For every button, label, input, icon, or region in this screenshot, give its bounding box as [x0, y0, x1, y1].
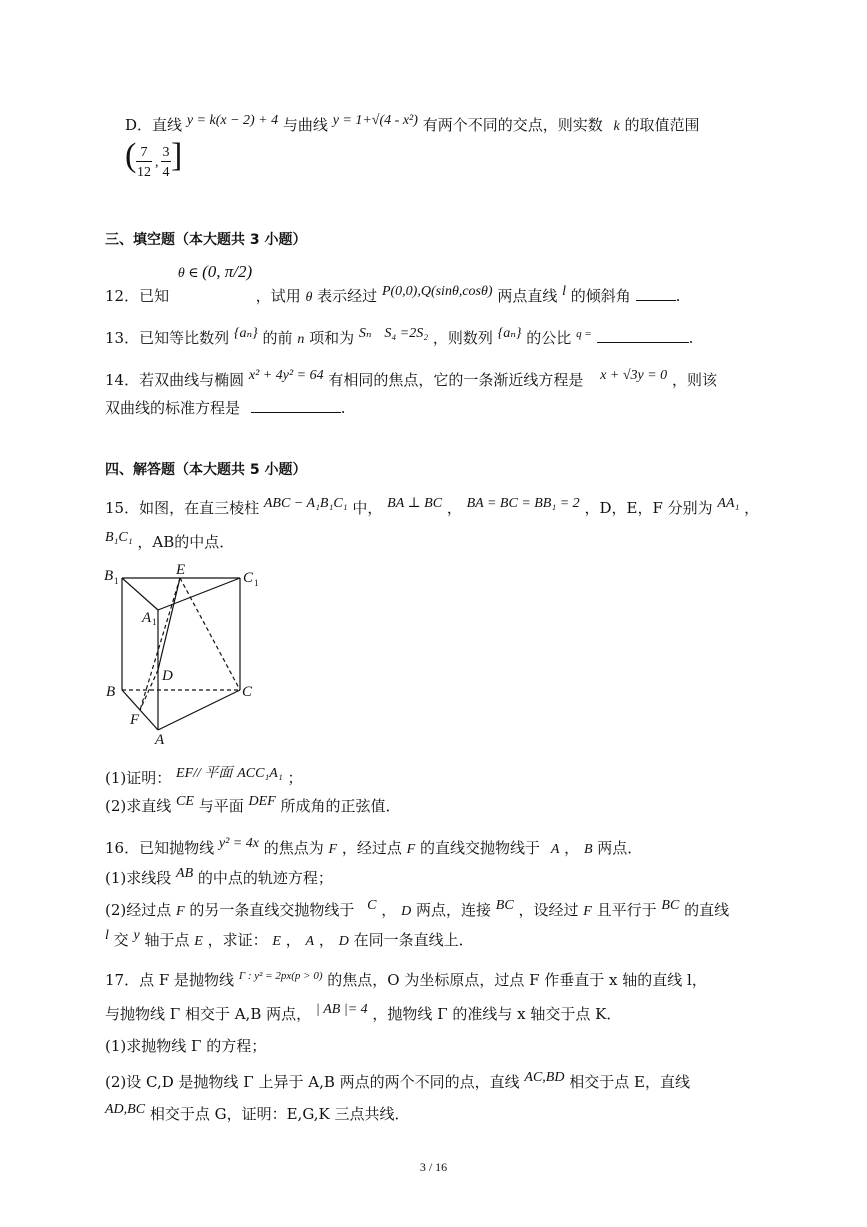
label-c1: C — [243, 570, 254, 586]
section-3-heading: 三、填空题（本大题共 3 小题） — [105, 232, 307, 248]
answer-blank[interactable] — [597, 328, 689, 343]
question-17-part2-line2: AD,BC 相交于点 G，证明：E,G,K 三点共线． — [105, 1102, 410, 1123]
answer-blank[interactable] — [636, 286, 676, 301]
svg-text:1: 1 — [254, 578, 259, 588]
label-c: C — [242, 684, 253, 700]
option-d-line1: D．直线 y = k(x − 2) + 4 与曲线 y = 1+√(4 - x²) 有两个不同的交点，则实数 k 的取值范围 — [125, 113, 700, 134]
label-b1: B — [104, 568, 114, 584]
question-16-part2-line1: (2)经过点 F 的另一条直线交抛物线于 C ， D 两点，连接 BC ，设经过 F 且平行于 BC 的直线 — [105, 898, 730, 919]
label-f: F — [130, 712, 140, 728]
edge-a1c1 — [158, 578, 240, 610]
curve-equation: y = 1+√(4 - x²) — [332, 113, 418, 128]
question-13: 13．已知等比数列 {aₙ} 的前 n 项和为 Sₙ S₄ =2S₂ ，则数列 {aₙ} 的公比 $^{q =}$ . — [105, 326, 694, 347]
question-17-part1: (1)求抛物线 Γ 的方程； — [105, 1037, 267, 1055]
question-17-part2-line1: (2)设 C,D 是抛物线 Γ 上异于 A,B 两点的两个不同的点，直线 AC,BD 相交于点 E，直线 — [105, 1070, 690, 1091]
question-17-line1: 17．点 F 是抛物线 $^{\Gamma : y^2 = 2px(p > 0)}$ 的焦点，O 为坐标原点，过点 F 作垂直于 x 轴的直线 l， — [105, 970, 707, 989]
section-4-heading: 四、解答题（本大题共 5 小题） — [105, 462, 307, 478]
segment-ed — [158, 578, 180, 670]
label-e: E — [176, 562, 186, 578]
document-page: D．直线 y = k(x − 2) + 4 与曲线 y = 1+√(4 - x²) 有两个不同的交点，则实数 k 的取值范围 ( 7 12 , 3 4 ] 三、填空题（本大题共 3 小题） 12．已知 θ ∈ (0, π/2) ，试用 θ 表示经过 P(0,0),Q(sinθ,cosθ) 两点直线 l 的倾斜角 . 13．已知等比数列 {aₙ} 的前 n 项和为 Sₙ S₄ =2S₂ ，则数列 {aₙ} 的公比 $^{q =}$ . 14．若双曲线与椭圆 x² + 4y² = 64 有相同的焦点，它的一条渐近线方程是 x + √3y = 0 ，则该 双曲线的标准方程是 . 四、解答题（本大题共 5 小题） 15．如图，在直三棱柱 ABC − A₁B₁C₁ 中， BA ⊥ BC ， BA = BC = BB₁ = 2 ，D，E，F 分别为 AA₁ ， B₁C₁ ，AB的中点． B 1 E C 1 A 1 D B C F A (1)证明： EF// 平面 ACC₁A₁ ； (2)求直线 CE 与平面 DEF 所成角的正弦值． 16．已知抛物线 y² = 4x 的焦点为 F ，经过点 F 的直线交抛物线于 A ， B 两点． (1)求线段 AB 的中点的轨迹方程； (2)经过点 F 的另一条直线交抛物线于 C ， D 两点，连接 BC ，设经过 F 且平行于 BC 的直线 l 交 y 轴于点 E ，求证： E ， A ， D 在同一条直线上． 17．点 F 是抛物线 $^{\Gamma : y^2 = 2px(p > 0)}$ 的焦点，O 为坐标原点，过点 F 作垂直于 x 轴的直线 l， 与抛物线 Γ 相交于 A,B 两点， | AB |= 4 ，抛物线 Γ 的准线与 x 轴交于点 K． (1)求抛物线 Γ 的方程； (2)设 C,D 是抛物线 Γ 上异于 A,B 两点的两个不同的点，直线 AC,BD 相交于点 E，直线 AD,BC 相交于点 G，证明：E,G,K 三点共线． 3 / 16 — [0, 0, 867, 1227]
label-a: A — [155, 732, 165, 748]
page-number: 3 / 16 — [419, 1160, 448, 1174]
theta-condition: θ ∈ (0, π/2) — [177, 262, 253, 281]
svg-text:1: 1 — [152, 617, 157, 627]
answer-blank[interactable] — [251, 398, 341, 413]
edge-b1a1 — [122, 578, 158, 610]
label-b: B — [106, 684, 116, 700]
segment-ec — [180, 578, 240, 690]
question-16-part1: (1)求线段 AB 的中点的轨迹方程； — [105, 866, 333, 887]
label-a1: A — [142, 610, 152, 626]
svg-text:1: 1 — [114, 576, 119, 586]
segment-df — [140, 670, 158, 710]
prism-figure — [100, 560, 270, 750]
question-14-line2: 双曲线的标准方程是 . — [105, 399, 346, 417]
question-12: 12．已知 θ ∈ (0, π/2) ，试用 θ 表示经过 P(0,0),Q(sinθ,cosθ) 两点直线 l 的倾斜角 . — [105, 262, 681, 305]
question-17-line2: 与抛物线 Γ 相交于 A,B 两点， | AB |= 4 ，抛物线 Γ 的准线与 x 轴交于点 K． — [105, 1002, 622, 1023]
edge-ac — [158, 690, 240, 730]
question-15-line2: B₁C₁ ，AB的中点． — [105, 530, 235, 551]
points-pq: P(0,0),Q(sinθ,cosθ) — [381, 284, 493, 299]
question-15-part2: (2)求直线 CE 与平面 DEF 所成角的正弦值． — [105, 794, 401, 815]
question-16-line1: 16．已知抛物线 y² = 4x 的焦点为 F ，经过点 F 的直线交抛物线于 A ， B 两点． — [105, 836, 643, 857]
label-d: D — [162, 668, 173, 684]
question-14-line1: 14．若双曲线与椭圆 x² + 4y² = 64 有相同的焦点，它的一条渐近线方程是 x + √3y = 0 ，则该 — [105, 368, 717, 389]
interval: (0, π/2) — [202, 262, 253, 281]
question-15-part1: (1)证明： EF// 平面 ACC₁A₁ ； — [105, 766, 303, 787]
question-16-part2-line2: l 交 y 轴于点 E ，求证： E ， A ， D 在同一条直线上． — [105, 928, 474, 949]
line-equation: y = k(x − 2) + 4 — [186, 113, 279, 128]
question-15-line1: 15．如图，在直三棱柱 ABC − A₁B₁C₁ 中， BA ⊥ BC ， BA = BC = BB₁ = 2 ，D，E，F 分别为 AA₁ ， — [105, 496, 760, 517]
